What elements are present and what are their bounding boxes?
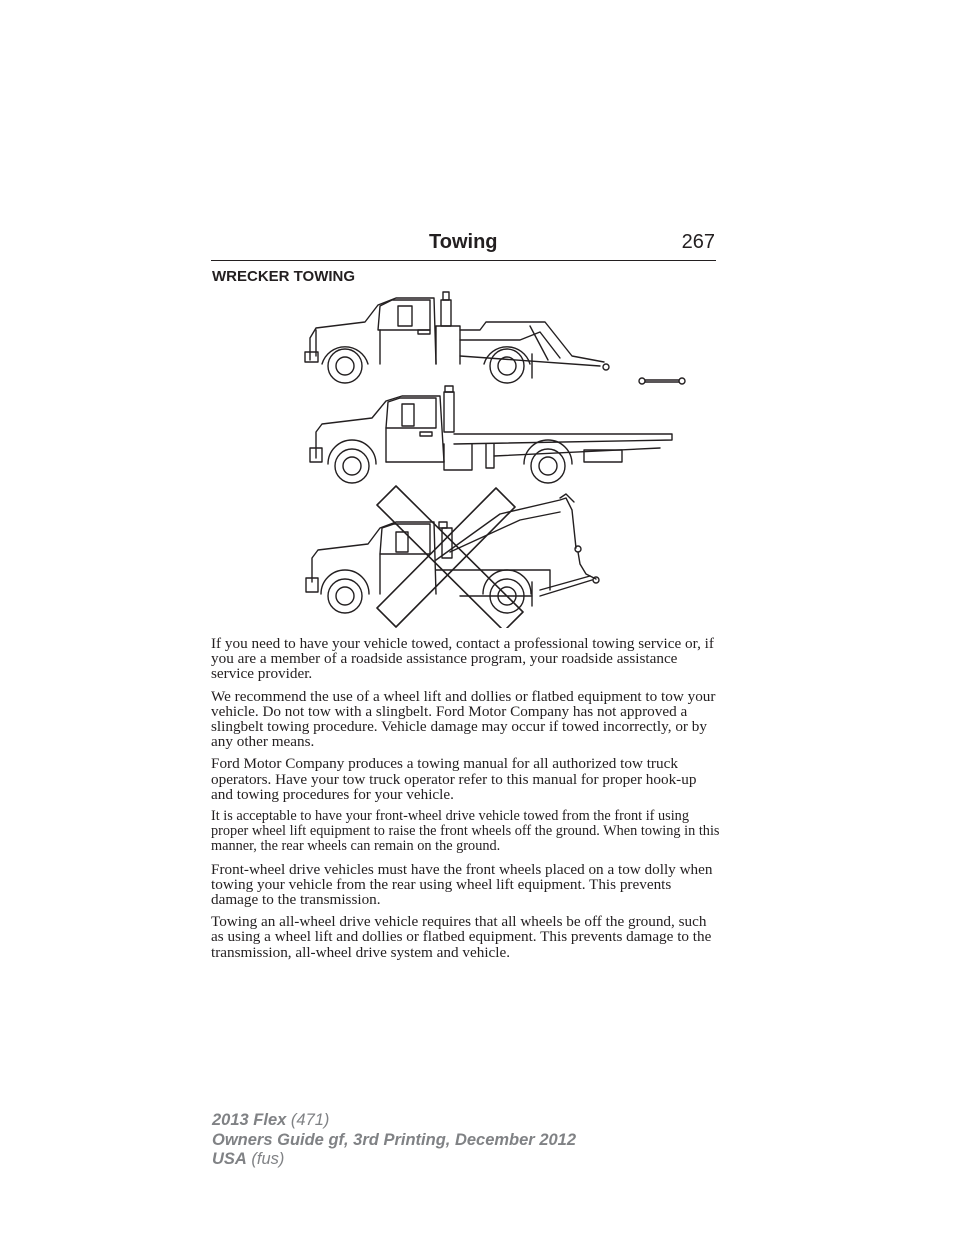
paragraph-front-wheel-drive-dolly: Front-wheel drive vehicles must have the front wheels placed on a tow dolly when towing your vehicle from the rear using wheel lift equipment. This prevents damage to the transmission. <box>211 860 713 909</box>
footer-line-guide <box>212 1131 576 1151</box>
towing-illustration <box>300 288 700 633</box>
page-number: 267 <box>681 231 715 253</box>
page-header <box>211 228 716 261</box>
footer-market-code: (fus) <box>246 1150 285 1168</box>
wheel-lift-truck-drawing <box>305 292 685 384</box>
section-heading: WRECKER TOWING <box>212 268 356 285</box>
prohibited-x-mark <box>377 486 523 628</box>
paragraph-towing-manual: Ford Motor Company produces a towing manual for all authorized tow truck operators. Have your tow truck operator refer to this manual for proper hook-up and towing procedures for your vehicle. <box>211 755 697 803</box>
footer-line-model <box>212 1111 576 1131</box>
paragraph-front-wheel-drive-front-tow: It is acceptable to have your front-wheel drive vehicle towed from the front if using proper wheel lift equipment to raise the front wheels off the ground. When towing in this manner, the rear wheels can remain on the ground. <box>211 808 720 855</box>
body-text <box>211 636 721 967</box>
paragraph-all-wheel-drive: Towing an all-wheel drive vehicle requires that all wheels be off the ground, such as using a wheel lift and dollies or flatbed equipment. This prevents damage to the transmission, all-wheel drive system and vehicle. <box>211 913 712 961</box>
footer-model: 2013 Flex <box>212 1111 287 1129</box>
footer-guide-edition: Owners Guide gf, 3rd Printing, December 2012 <box>212 1130 577 1149</box>
flatbed-truck-drawing <box>310 386 672 483</box>
footer-market: USA <box>212 1150 247 1168</box>
page-footer <box>212 1111 576 1170</box>
paragraph-wheel-lift-recommendation: We recommend the use of a wheel lift and dollies or flatbed equipment to tow your vehicle. Do not tow with a slingbelt. Ford Motor Company has not approved a slingbelt towing procedure. Vehicle damage may occur if towed incorrectly, or by any other means. <box>211 687 716 751</box>
slingbelt-wrecker-drawing <box>306 494 599 613</box>
footer-line-market <box>212 1150 576 1170</box>
footer-model-code: (471) <box>286 1111 330 1129</box>
paragraph-professional-towing: If you need to have your vehicle towed, contact a professional towing service or, if you are a member of a roadside assistance program, your roadside assistance service provider. <box>211 635 714 683</box>
chapter-title: Towing <box>429 231 498 253</box>
